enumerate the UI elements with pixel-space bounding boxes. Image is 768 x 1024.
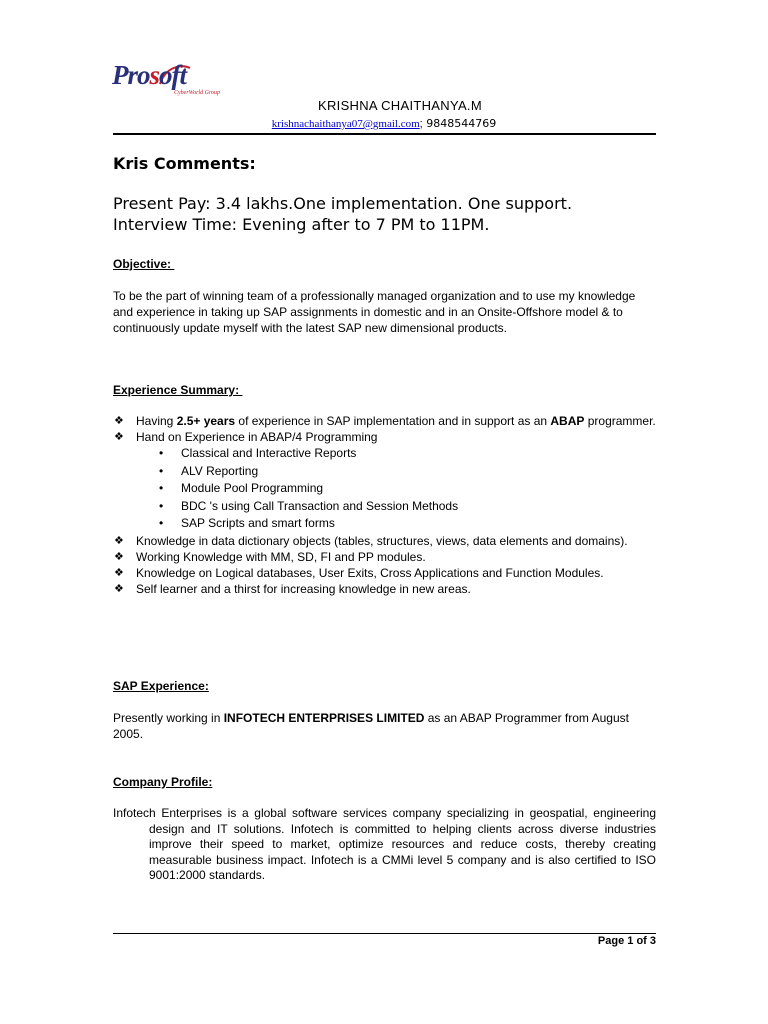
candidate-name: KRISHNA CHAITHANYA.M bbox=[318, 98, 482, 113]
dot-bullet-icon: • bbox=[159, 463, 164, 478]
dot-bullet-icon: • bbox=[159, 498, 164, 513]
list-item: ❖ Knowledge in data dictionary objects (tables, structures, views, data elements and domains). bbox=[114, 533, 628, 548]
contact-line bbox=[0, 117, 768, 130]
sub-list-item: • Classical and Interactive Reports bbox=[113, 445, 658, 463]
objective-title: Objective: bbox=[113, 257, 175, 271]
list-item: ❖ Hand on Experience in ABAP/4 Programming bbox=[114, 430, 378, 444]
sub-list-item: • BDC 's using Call Transaction and Session Methods bbox=[113, 498, 658, 516]
diamond-bullet-icon: ❖ bbox=[114, 415, 124, 427]
list-item: ❖ Having 2.5+ years of experience in SAP implementation and in support as an ABAP programmer. bbox=[114, 414, 656, 428]
dot-bullet-icon: • bbox=[159, 481, 164, 495]
diamond-bullet-icon: ❖ bbox=[114, 550, 124, 563]
phone-number: 9848544769 bbox=[422, 117, 497, 130]
sub-list-item: • Module Pool Programming bbox=[113, 480, 658, 498]
sap-experience-title: SAP Experience: bbox=[113, 679, 209, 693]
company-profile-title: Company Profile: bbox=[113, 775, 213, 789]
list-item: ❖ Working Knowledge with MM, SD, FI and PP modules. bbox=[114, 549, 426, 564]
list-item: ❖ Knowledge on Logical databases, User Exits, Cross Applications and Function Modules. bbox=[114, 565, 604, 580]
company-profile-text: Infotech Enterprises is a global software services company specializing in geospatial, engineering design and IT solutions. Infotech is committed to helping clients across diverse industries improve their speed to market, optimize resources and reduce costs, thereby creating measurable business impact. Infotech is a CMMi level 5 company and is also certified to ISO 9001:2000 standards. bbox=[113, 806, 656, 882]
company-name: INFOTECH ENTERPRISES LIMITED bbox=[223, 711, 425, 725]
sub-list-item: • ALV Reporting bbox=[113, 463, 658, 481]
diamond-bullet-icon: ❖ bbox=[114, 534, 124, 547]
logo-subtitle: CyberWorld Group bbox=[174, 90, 221, 96]
list-item: ❖ Self learner and a thirst for increasing knowledge in new areas. bbox=[114, 581, 471, 596]
page-number: Page 1 of 3 bbox=[597, 935, 656, 947]
header-divider bbox=[113, 133, 656, 135]
present-pay-line: Present Pay: 3.4 lakhs.One implementation. One support. bbox=[113, 194, 573, 213]
interview-time-line: Interview Time: Evening after to 7 PM to 11PM. bbox=[113, 215, 490, 234]
objective-text: To be the part of winning team of a professionally managed organization and to use my knowledge and experience in taking up SAP assignments in domestic and in an Onsite-Offshore model & to continuously update myself with the latest SAP new dimensional products. bbox=[113, 289, 636, 335]
dot-bullet-icon: • bbox=[159, 446, 164, 460]
sub-list-item: • SAP Scripts and smart forms bbox=[113, 515, 658, 533]
diamond-bullet-icon: ❖ bbox=[114, 582, 124, 595]
footer-divider bbox=[113, 933, 656, 934]
sap-experience-text: Presently working in INFOTECH ENTERPRISES LIMITED as an ABAP Programmer from August 2005. bbox=[113, 711, 629, 741]
comments-title: Kris Comments: bbox=[113, 154, 256, 173]
experience-summary-title: Experience Summary: bbox=[113, 383, 243, 397]
diamond-bullet-icon: ❖ bbox=[114, 566, 124, 579]
experience-list bbox=[113, 413, 658, 597]
dot-bullet-icon: • bbox=[159, 516, 164, 530]
prosoft-logo bbox=[112, 60, 252, 100]
logo-wordmark: Prosoft bbox=[112, 60, 187, 90]
contact-separator: ; bbox=[419, 118, 423, 130]
diamond-bullet-icon: ❖ bbox=[114, 431, 124, 443]
email-link[interactable]: krishnachaithanya07@gmail.com bbox=[271, 118, 420, 130]
